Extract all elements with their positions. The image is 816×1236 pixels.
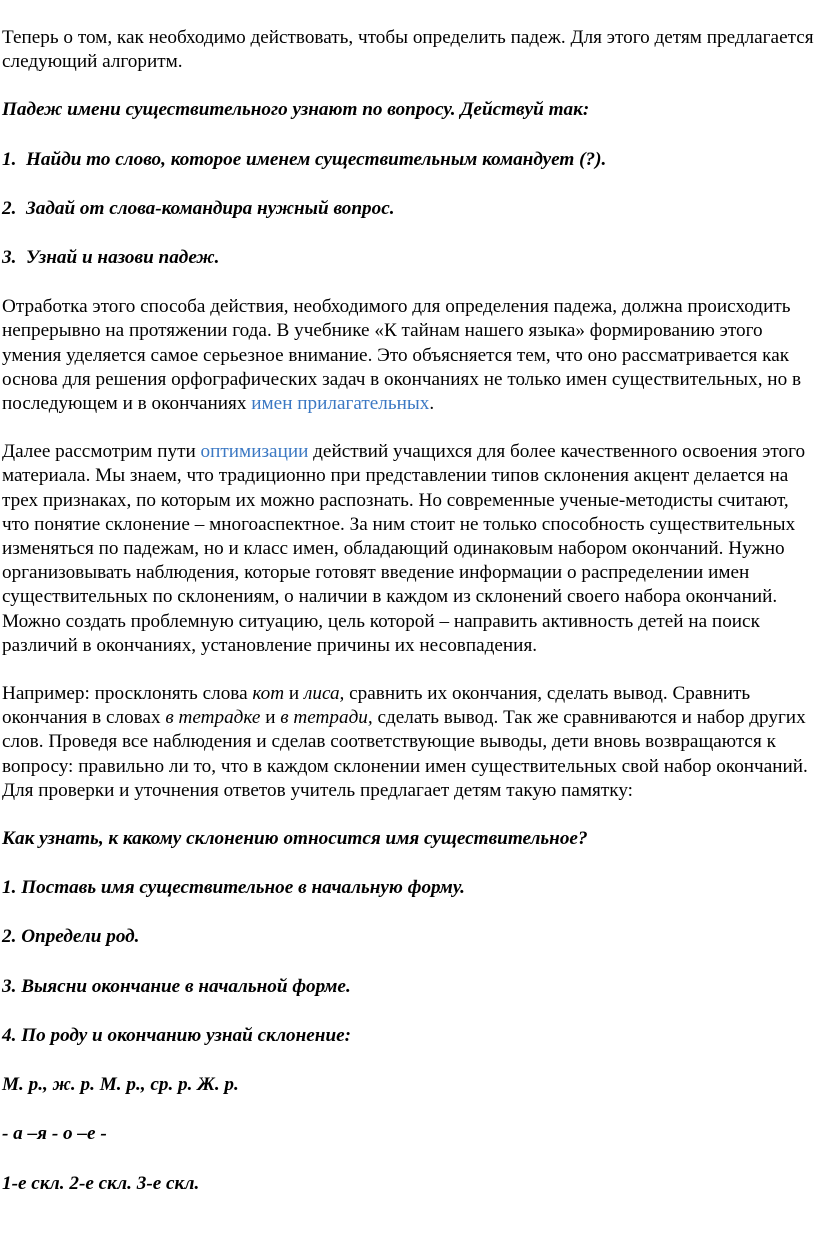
paragraph-text: Например: просклонять слова: [2, 683, 253, 705]
paragraph-end: .: [429, 393, 435, 415]
step-number: 1.: [2, 148, 17, 170]
intro-paragraph: Теперь о том, как необходимо действовать, чтобы определить падеж. Для этого детям предлагается следующий алгоритм.: [2, 27, 814, 73]
body-paragraph-1: [2, 295, 814, 416]
paragraph-text: Далее рассмотрим пути: [2, 441, 201, 463]
paragraph-text: действий учащихся для более качественного освоения этого материала. Мы знаем, что традиционно при представлении типов склонения акцент делается на трех признаках, по которым их можно распознать. Но современные ученые-методисты считают, что понятие склонение – многоаспектное. За ним стоит не только способность существительных изменяться по падежам, но и класс имен, обладающий одинаковым набором окончаний. Нужно организовывать наблюдения, которые готовят введение информации о распределении имен существительных по склонениям, о наличии в каждом из склонений своего набора окончаний. Можно создать проблемную ситуацию, цель которой – направить активность детей на поиск различий в окончаниях, установление причины их несовпадения.: [2, 441, 806, 656]
example-word: в тетрадке: [165, 707, 261, 729]
memo-item: 1. Поставь имя существительное в начальную форму.: [2, 877, 465, 899]
step-text: Задай от слова-командира нужный вопрос.: [26, 197, 395, 219]
memo-genders: М. р., ж. р. М. р., ср. р. Ж. р.: [2, 1074, 239, 1096]
example-word: в тетради,: [280, 707, 373, 729]
paragraph-text: и: [284, 683, 304, 705]
step-number: 2.: [2, 197, 17, 219]
memo-item: 4. По роду и окончанию узнай склонение:: [2, 1024, 352, 1046]
example-word: лиса,: [303, 683, 345, 705]
paragraph-text: Отработка этого способа действия, необходимого для определения падежа, должна происходить непрерывно на протяжении года. В учебнике «К тайнам нашего языка» формированию этого умения уделяется самое серьезное внимание. Это объясняется тем, что оно рассматривается как основа для решения орфографических задач в окончаниях не только имен существительных, но в последующем и в окончаниях: [2, 296, 802, 415]
memo-item: 2. Определи род.: [2, 926, 140, 948]
paragraph-text: сделать вывод. Так же сравниваются и набор других слов. Проведя все наблюдения и сделав соответствующие выводы, дети вновь возвращаются к вопросу: правильно ли то, что в каждом склонении имен существительных свой набор окончаний. Для проверки и уточнения ответов учитель предлагает детям такую памятку:: [2, 707, 808, 801]
step-item: [2, 148, 814, 172]
step-text: Найди то слово, которое именем существительным командует (?).: [26, 148, 607, 170]
paragraph-text: сравнить их окончания, сделать вывод. Сравнить окончания в словах: [2, 683, 751, 729]
step-number: 3.: [2, 247, 17, 269]
memo-endings: - а –я - о –е -: [2, 1123, 107, 1145]
link-optimization[interactable]: оптимизации: [200, 441, 309, 463]
step-text: Узнай и назови падеж.: [26, 247, 220, 269]
body-paragraph-3: [2, 682, 814, 803]
rule-heading: Падеж имени существительного узнают по вопросу. Действуй так:: [2, 99, 590, 121]
example-word: кот: [252, 683, 285, 705]
step-item: [2, 197, 814, 221]
memo-item: 3. Выясни окончание в начальной форме.: [2, 975, 351, 997]
step-item: [2, 246, 814, 270]
link-adjectives[interactable]: имен прилагательных: [251, 393, 430, 415]
body-paragraph-2: [2, 440, 814, 658]
memo-declensions: 1-е скл. 2-е скл. 3-е скл.: [2, 1172, 200, 1194]
memo-title: Как узнать, к какому склонению относится имя существительное?: [2, 828, 588, 850]
paragraph-text: и: [260, 707, 281, 729]
